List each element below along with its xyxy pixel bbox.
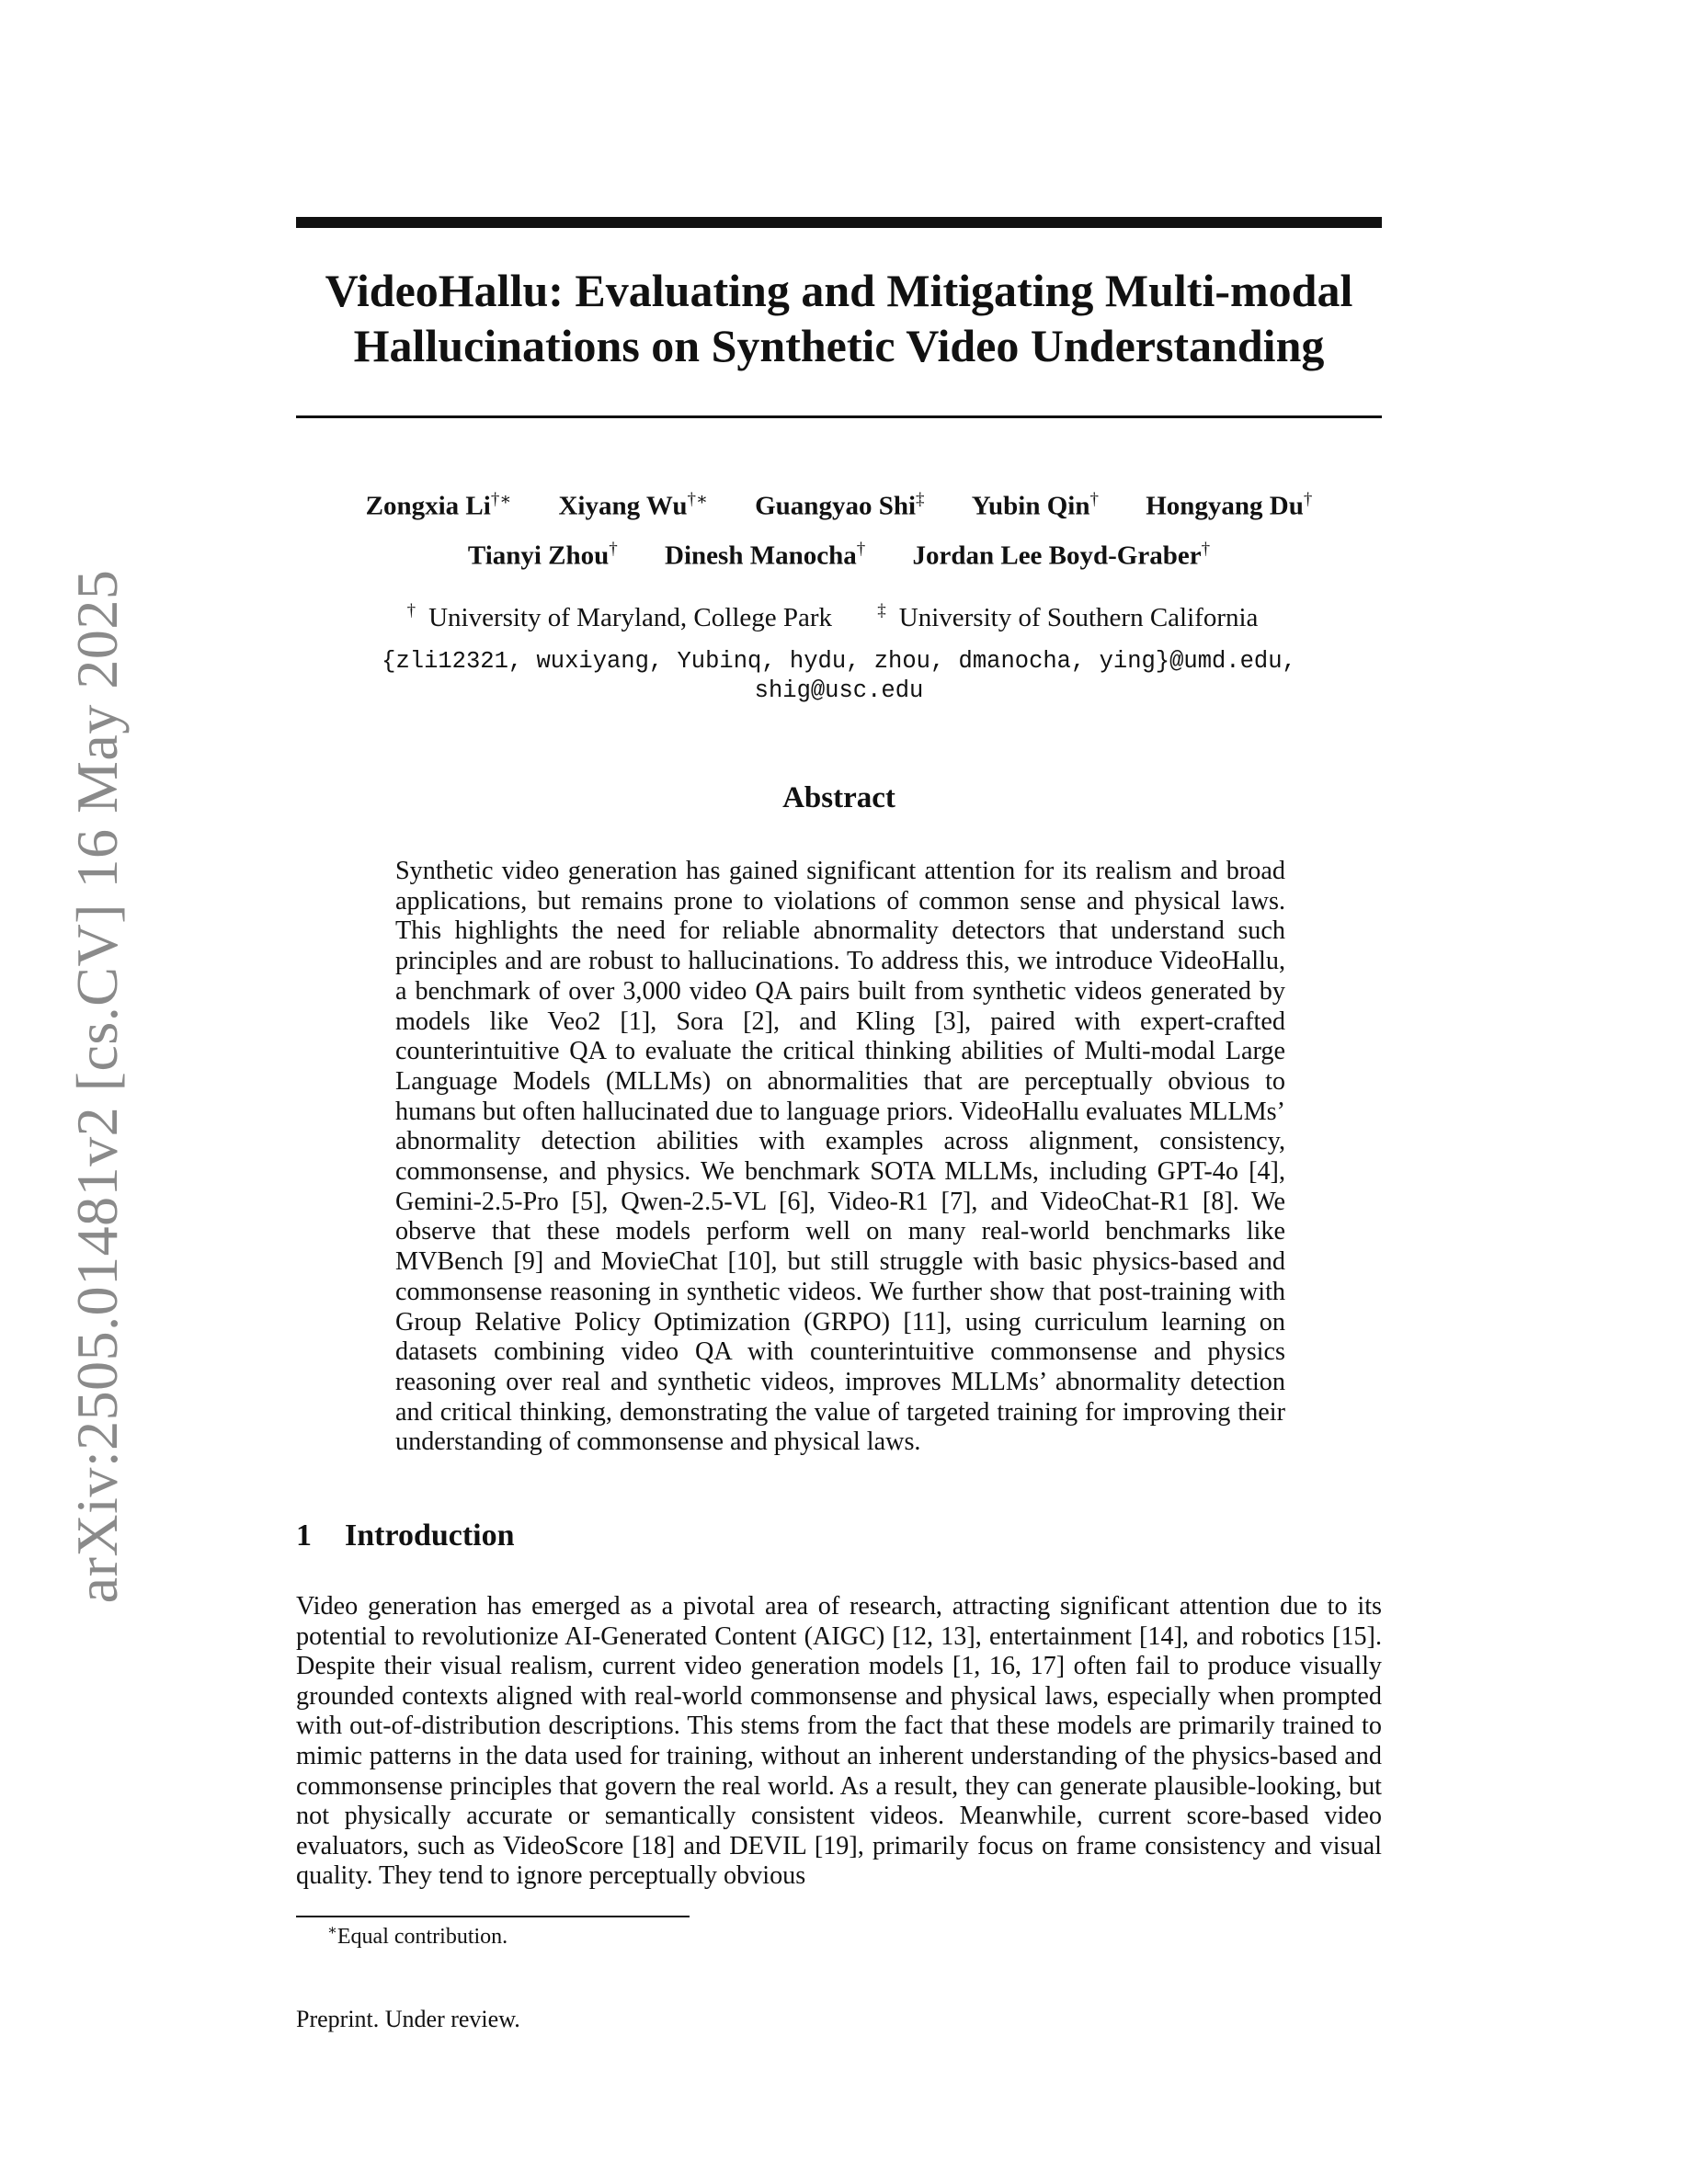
arxiv-identifier-stamp: arXiv:2505.01481v2 [cs.CV] 16 May 2025 [64,569,130,1604]
abstract-text: Synthetic video generation has gained significant attention for its realism and broad applications, but remains prone to violations of common sense and physical laws. This highlights the need for reliable abnormality detectors that understand such principles and are robust to hallucinations. To address this, we introduce VideoHallu, a benchmark of over 3,000 video QA pairs built from synthetic videos generated by models like Veo2 [1], Sora [2], and Kling [3], paired with expert-crafted counterintuitive QA to evaluate the critical thinking abilities of Multi-modal Large Language Models (MLLMs) on abnormalities that are perceptually obvious to humans but often hallucinated due to language priors. VideoHallu evaluates MLLMs’ abnormality detection abilities with examples across alignment, consistency, commonsense, and physics. We benchmark SOTA MLLMs, including GPT-4o [4], Gemini-2.5-Pro [5], Qwen-2.5-VL [6], Video-R1 [7], and VideoChat-R1 [8]. We observe that these models perform well on many real-world benchmarks like MVBench [9] and MovieChat [10], but still struggle with basic physics-based and commonsense reasoning in synthetic videos. We further show that post-training with Group Relative Policy Optimization (GRPO) [11], using curriculum learning on datasets combining video QA with counterintuitive commonsense and physics reasoning over real and synthetic videos, improves MLLMs’ abnormality detection and critical thinking, demonstrating the value of targeted training for improving their understanding of commonsense and physical laws. [395,857,1285,1457]
author: Yubin Qin† [971,490,1099,521]
email-line: shig@usc.edu [754,677,924,704]
footnote-rule [296,1916,690,1917]
author: Xiyang Wu†∗ [558,490,708,521]
author-list-row-1 [296,489,1382,522]
affiliation: ‡ University of Southern California [877,601,1259,632]
section-heading-introduction [296,1519,515,1553]
author: Jordan Lee Boyd-Graber† [912,540,1211,571]
section-number: 1 [296,1519,312,1553]
title-bottom-rule [296,415,1382,418]
paper-title [296,263,1382,373]
email-line: {zli12321, wuxiyang, Yubinq, hydu, zhou, dmanocha, ying}@umd.edu, [382,648,1296,675]
author-list-row-2 [296,540,1382,572]
author: Tianyi Zhou† [467,540,618,571]
title-line: VideoHallu: Evaluating and Mitigating Multi-modal [325,265,1353,316]
footnote: ∗Equal contribution. [327,1923,508,1949]
author-emails [296,647,1382,706]
title-line: Hallucinations on Synthetic Video Understanding [353,320,1325,371]
preprint-note: Preprint. Under review. [296,2006,520,2032]
author: Hongyang Du† [1146,490,1313,521]
author: Guangyao Shi‡ [755,490,925,521]
affiliations [296,601,1382,633]
author: Zongxia Li†∗ [365,490,512,521]
section-title: Introduction [345,1519,515,1553]
title-top-rule [296,217,1382,228]
abstract-heading: Abstract [782,781,895,814]
affiliation: † University of Maryland, College Park [406,601,833,632]
author: Dinesh Manocha† [665,540,866,571]
introduction-text: Video generation has emerged as a pivotal area of research, attracting significant attention due to its potential to revolutionize AI-Generated Content (AIGC) [12, 13], entertainment [14], and robotics [15]. Despite their visual realism, current video generation models [1, 16, 17] often fail to produce visually grounded contexts aligned with real-world commonsense and physical laws, especially when prompted with out-of-distribution descriptions. This stems from the fact that these models are primarily trained to mimic patterns in the data used for training, without an inherent understanding of the physics-based and commonsense principles that govern the real world. As a result, they can generate plausible-looking, but not physically accurate or semantically consistent videos. Meanwhile, current score-based video evaluators, such as VideoScore [18] and DEVIL [19], primarily focus on frame consistency and visual quality. They tend to ignore perceptually obvious [296,1592,1382,1891]
